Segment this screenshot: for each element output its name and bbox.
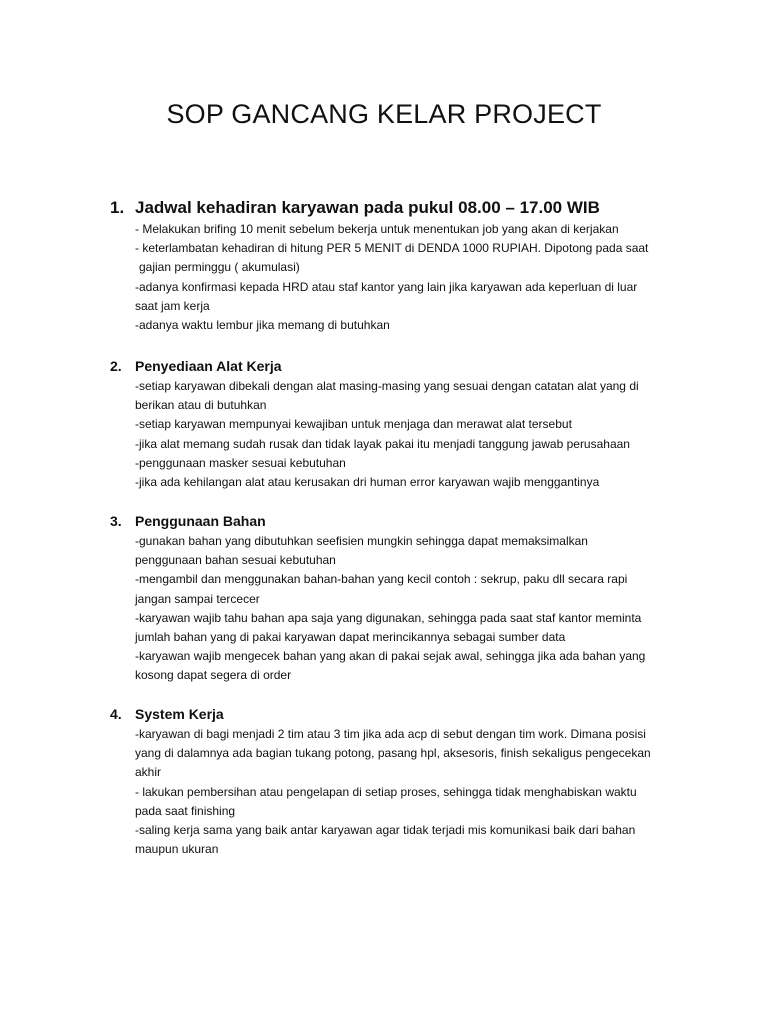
section-items (135, 725, 680, 859)
list-item (135, 609, 680, 647)
list-item (135, 239, 680, 277)
item-line: akhir (135, 765, 162, 780)
item-line: -karyawan wajib tahu bahan apa saja yang digunakan, sehingga pada saat staf kantor meminta (135, 610, 642, 625)
list-item (135, 220, 680, 239)
item-line: - lakukan pembersihan atau pengelapan di setiap proses, sehingga tidak menghabiskan waktu (135, 784, 637, 799)
section-title: Penggunaan Bahan (135, 513, 266, 529)
item-line: saat jam kerja (135, 298, 210, 313)
section-number: 4. (110, 706, 122, 722)
section-work-system (0, 703, 768, 859)
item-line: yang di dalamnya ada bagian tukang potong, pasang hpl, aksesoris, finish sekaligus pengecekan (135, 746, 651, 761)
item-line: -gunakan bahan yang dibutuhkan seefisien mungkin sehingga dapat memaksimalkan (135, 534, 588, 548)
item-line: -adanya waktu lembur jika memang di butuhkan (135, 318, 390, 333)
item-line: -karyawan di bagi menjadi 2 tim atau 3 tim jika ada acp di sebut dengan tim work. Dimana posisi (135, 727, 646, 741)
list-item (135, 821, 680, 859)
item-line: berikan atau di butuhkan (135, 398, 267, 413)
item-line: -setiap karyawan dibekali dengan alat masing-masing yang sesuai dengan catatan alat yang di (135, 379, 639, 393)
item-line: gajian perminggu ( akumulasi) (139, 260, 300, 275)
list-item (135, 454, 680, 473)
section-heading (0, 355, 768, 377)
section-title: Jadwal kehadiran karyawan pada pukul 08.00 – 17.00 WIB (135, 198, 600, 217)
section-number: 1. (110, 198, 125, 217)
section-heading (0, 196, 768, 218)
item-line: pada saat finishing (135, 803, 236, 818)
section-material-usage (0, 510, 768, 686)
item-line: -mengambil dan menggunakan bahan-bahan yang kecil contoh : sekrup, paku dll secara rapi (135, 572, 628, 587)
item-line: maupun ukuran (135, 842, 219, 857)
document-title: SOP GANCANG KELAR PROJECT (166, 99, 602, 129)
section-number: 2. (110, 358, 122, 374)
list-item (135, 377, 680, 415)
section-heading (0, 703, 768, 725)
list-item (135, 532, 680, 570)
section-number: 3. (110, 513, 122, 529)
section-items (135, 220, 680, 335)
list-item (135, 647, 680, 685)
section-items (135, 377, 680, 492)
item-line: -setiap karyawan mempunyai kewajiban untuk menjaga dan merawat alat tersebut (135, 417, 572, 432)
item-line: -saling kerja sama yang baik antar karyawan agar tidak terjadi mis komunikasi baik dari bahan (135, 823, 636, 838)
section-title: System Kerja (135, 706, 224, 722)
section-title: Penyediaan Alat Kerja (135, 358, 282, 374)
item-line: -jika ada kehilangan alat atau kerusakan dri human error karyawan wajib menggantinya (135, 475, 600, 490)
item-line: kosong dapat segera di order (135, 668, 292, 683)
section-attendance (0, 196, 768, 335)
item-line: - Melakukan brifing 10 menit sebelum bekerja untuk menentukan job yang akan di kerjakan (135, 222, 619, 236)
item-line: jangan sampai tercecer (135, 591, 260, 606)
list-item (135, 316, 680, 335)
list-item (135, 783, 680, 821)
list-item (135, 278, 680, 316)
item-line: -penggunaan masker sesuai kebutuhan (135, 455, 346, 470)
item-line: jumlah bahan yang di pakai karyawan dapat merincikannya sebagai sumber data (135, 630, 566, 645)
item-line: -adanya konfirmasi kepada HRD atau staf kantor yang lain jika karyawan ada keperluan di luar (135, 279, 638, 294)
list-item (135, 725, 680, 783)
section-work-tools (0, 355, 768, 492)
section-items (135, 532, 680, 686)
item-line: - keterlambatan kehadiran di hitung PER 5 MENIT di DENDA 1000 RUPIAH. Dipotong pada saat (135, 241, 649, 256)
list-item (135, 473, 680, 492)
list-item (135, 570, 680, 608)
item-line: -jika alat memang sudah rusak dan tidak layak pakai itu menjadi tanggung jawab perusahaan (135, 436, 630, 451)
item-line: penggunaan bahan sesuai kebutuhan (135, 553, 336, 568)
item-line: -karyawan wajib mengecek bahan yang akan di pakai sejak awal, sehingga jika ada bahan yang (135, 649, 646, 664)
list-item (135, 435, 680, 454)
list-item (135, 415, 680, 434)
section-heading (0, 510, 768, 532)
